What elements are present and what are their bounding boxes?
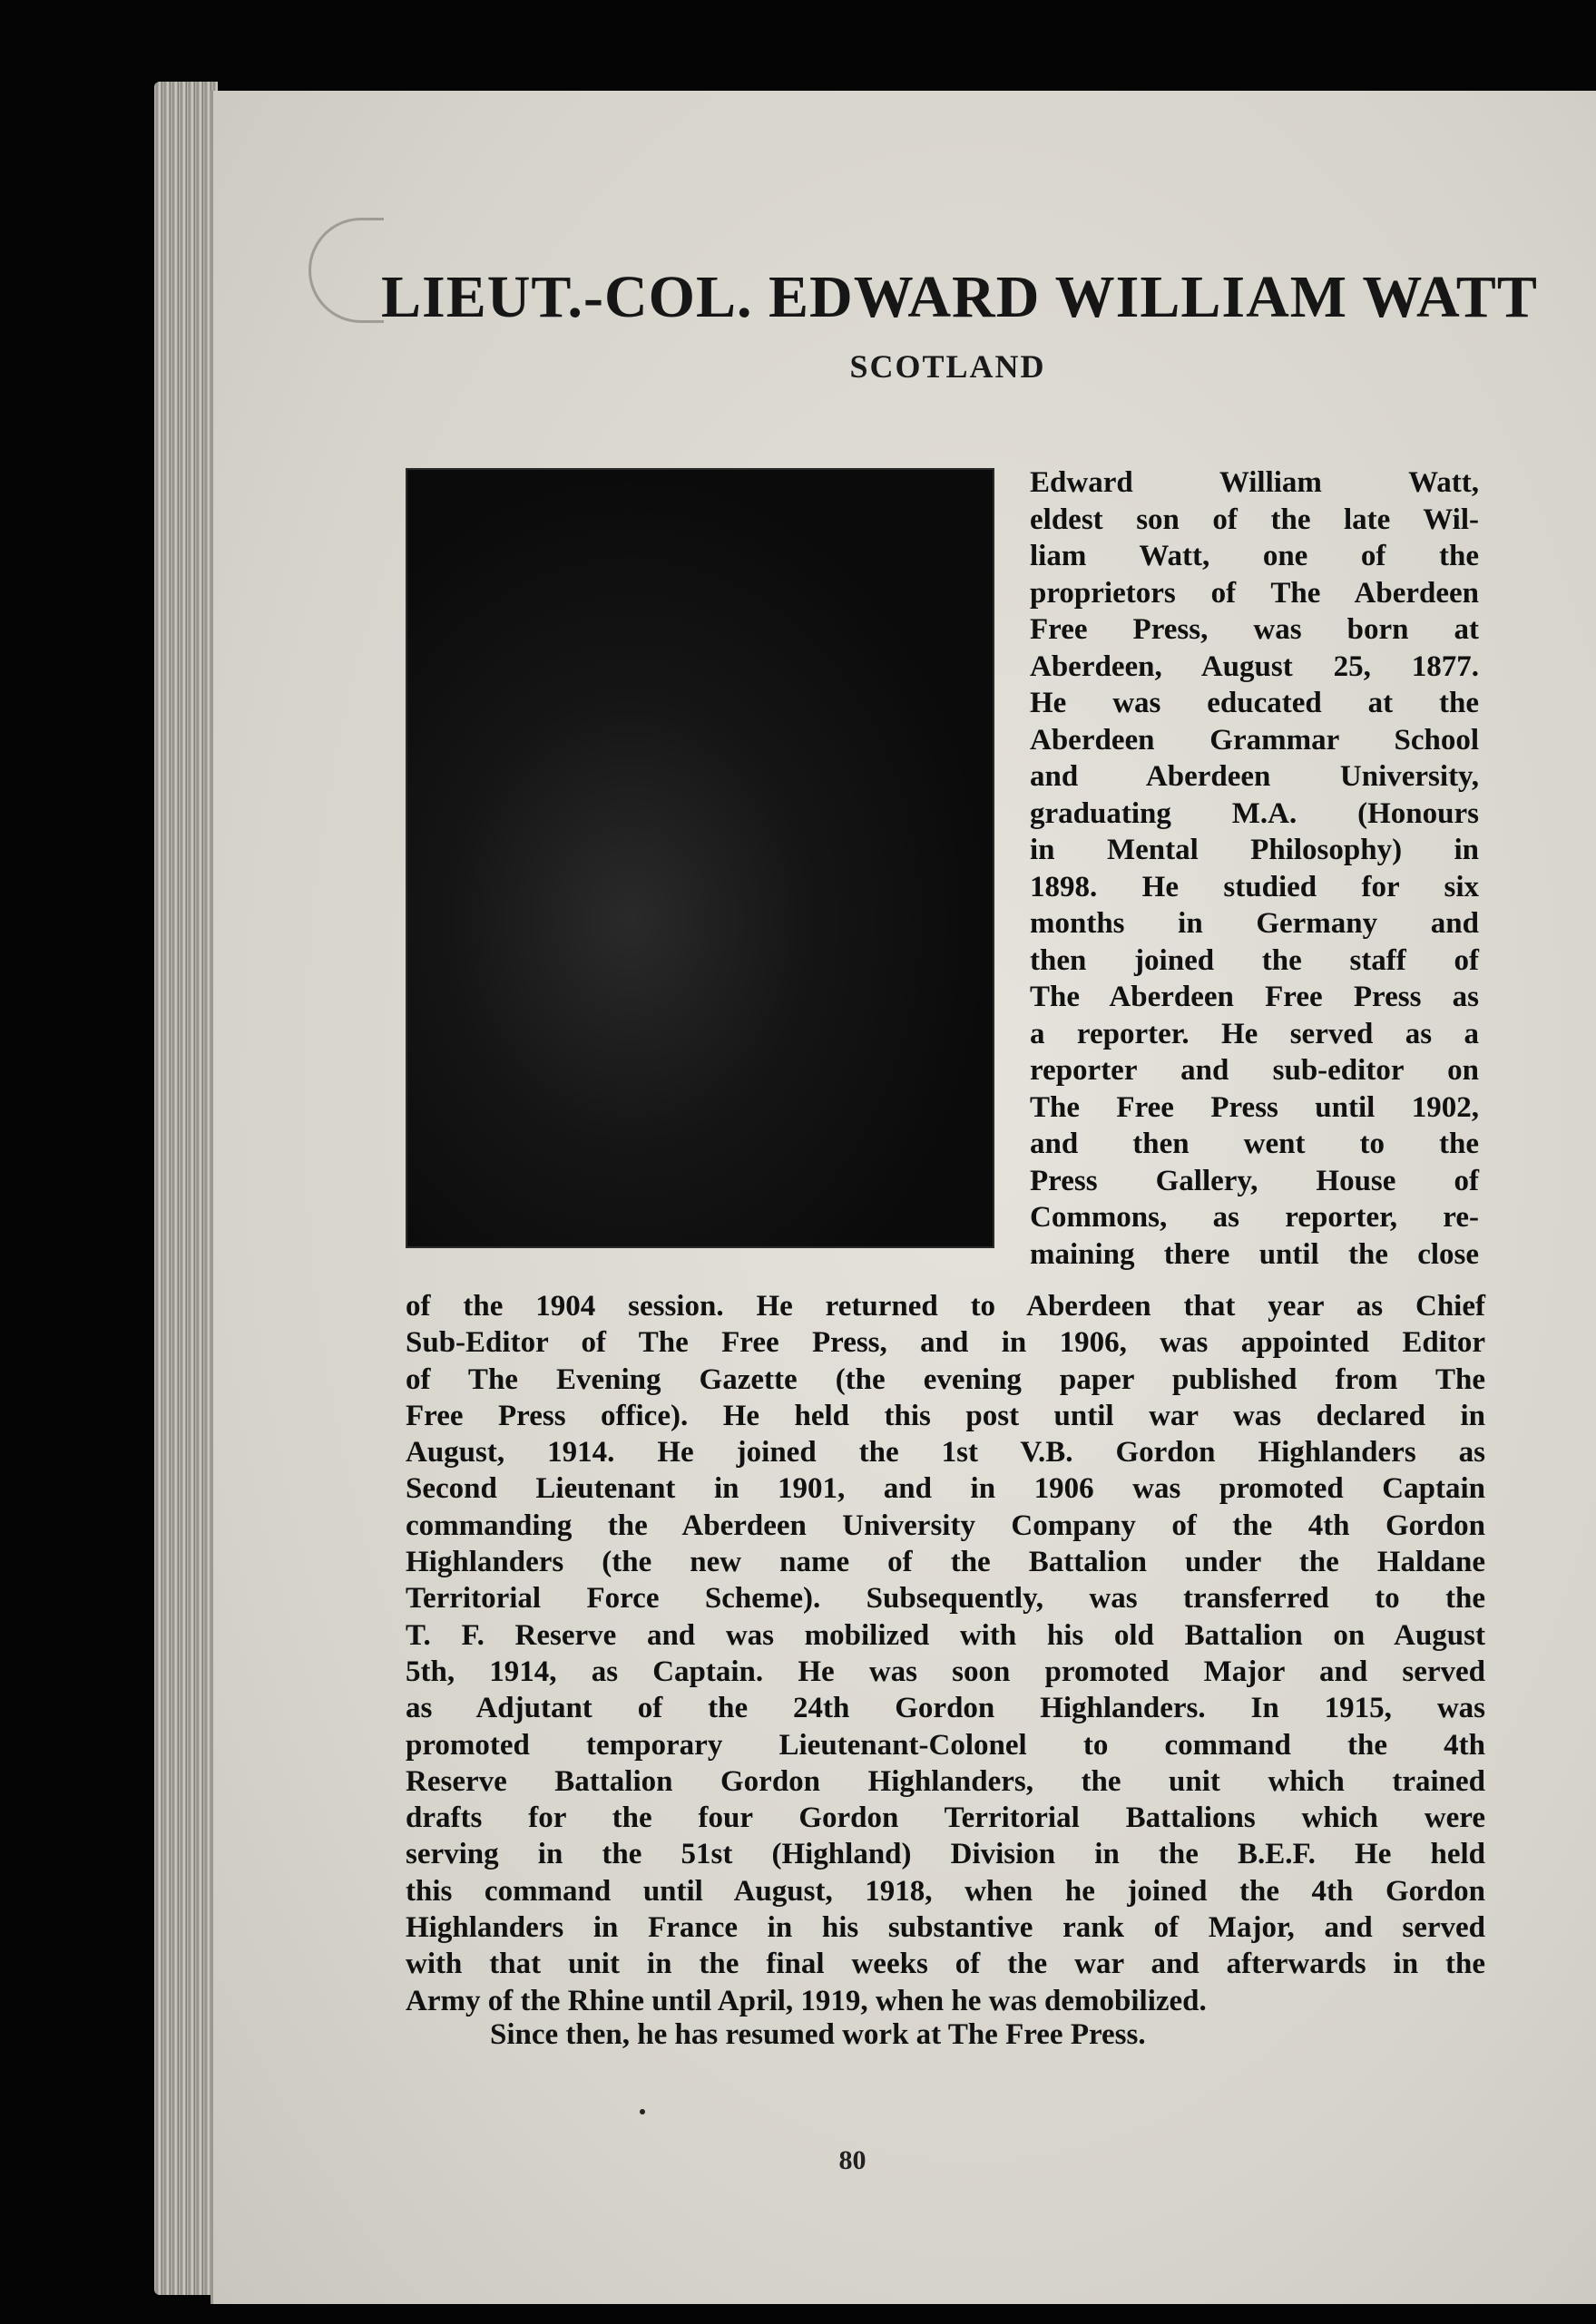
text-line: 5th, 1914, as Captain. He was soon promoted Major and served [406,1655,1485,1688]
text-line: Edward William Watt, [1030,466,1479,499]
text-line: commanding the Aberdeen University Company of the 4th Gordon [406,1509,1485,1542]
page-stack-edges [154,82,218,2295]
text-line: of the 1904 session. He returned to Aberdeen that year as Chief [406,1290,1485,1323]
text-line: Territorial Force Scheme). Subsequently, was transferred to the [406,1582,1485,1616]
text-line: Aberdeen Grammar School [1030,723,1479,757]
text-line: Press Gallery, House of [1030,1164,1479,1197]
text-line: Highlanders in France in his substantive rank of Major, and served [406,1911,1485,1945]
ink-dot [640,2109,645,2114]
text-line: T. F. Reserve and was mobilized with his old Battalion on August [406,1618,1485,1652]
text-line: in Mental Philosophy) in [1030,834,1479,866]
text-line: with that unit in the final weeks of the war and afterwards in the [406,1948,1485,1981]
text-line: Aberdeen, August 25, 1877. [1030,649,1479,683]
text-line: and then went to the [1030,1128,1479,1160]
text-line: then joined the staff of [1030,943,1479,977]
closing-paragraph: Since then, he has resumed work at The Free Press. [490,2018,1146,2051]
text-line: proprietors of The Aberdeen [1030,576,1479,610]
text-line: August, 1914. He joined the 1st V.B. Gordon Highlanders as [406,1436,1485,1470]
page-subtitle: SCOTLAND [849,348,1046,385]
text-line: Highlanders (the new name of the Battalion under the Haldane [406,1546,1485,1579]
text-line: months in Germany and [1030,907,1479,940]
text-line: Army of the Rhine until April, 1919, when he was demobilized. [406,1984,1207,2017]
text-line: liam Watt, one of the [1030,540,1479,572]
text-line: as Adjutant of the 24th Gordon Highlanders. In 1915, was [406,1692,1485,1725]
text-line: promoted temporary Lieutenant-Colonel to command the 4th [406,1728,1485,1762]
main-paragraph [406,1288,1485,2019]
text-line: He was educated at the [1030,687,1479,719]
text-line: drafts for the four Gordon Territorial Battalions which were [406,1802,1485,1835]
text-line: eldest son of the late Wil- [1030,503,1479,536]
text-line: this command until August, 1918, when he joined the 4th Gordon [406,1874,1485,1908]
text-line: Commons, as reporter, re- [1030,1201,1479,1234]
text-line: a reporter. He served as a [1030,1017,1479,1050]
text-line: Free Press office). He held this post until war was declared in [406,1399,1485,1432]
text-line: Free Press, was born at [1030,613,1479,646]
text-line: reporter and sub-editor on [1030,1054,1479,1087]
text-line: Reserve Battalion Gordon Highlanders, the unit which trained [406,1764,1485,1798]
text-line: graduating M.A. (Honours [1030,796,1479,830]
text-line: Second Lieutenant in 1901, and in 1906 was promoted Captain [406,1472,1485,1506]
text-line: 1898. He studied for six [1030,870,1479,903]
page-title: LIEUT.-COL. EDWARD WILLIAM WATT [381,264,1538,330]
text-line: The Aberdeen Free Press as [1030,981,1479,1013]
page-number: 80 [838,2145,867,2175]
text-line: serving in the 51st (Highland) Division in the B.E.F. He held [406,1838,1485,1871]
side-paragraph [1030,464,1479,1273]
text-line: of The Evening Gazette (the evening paper published from The [406,1362,1485,1396]
text-line: and Aberdeen University, [1030,760,1479,793]
portrait-photo [406,468,994,1248]
text-line: The Free Press until 1902, [1030,1090,1479,1124]
text-line: maining there until the close [1030,1237,1479,1271]
text-line: Sub-Editor of The Free Press, and in 1906, was appointed Editor [406,1326,1485,1360]
